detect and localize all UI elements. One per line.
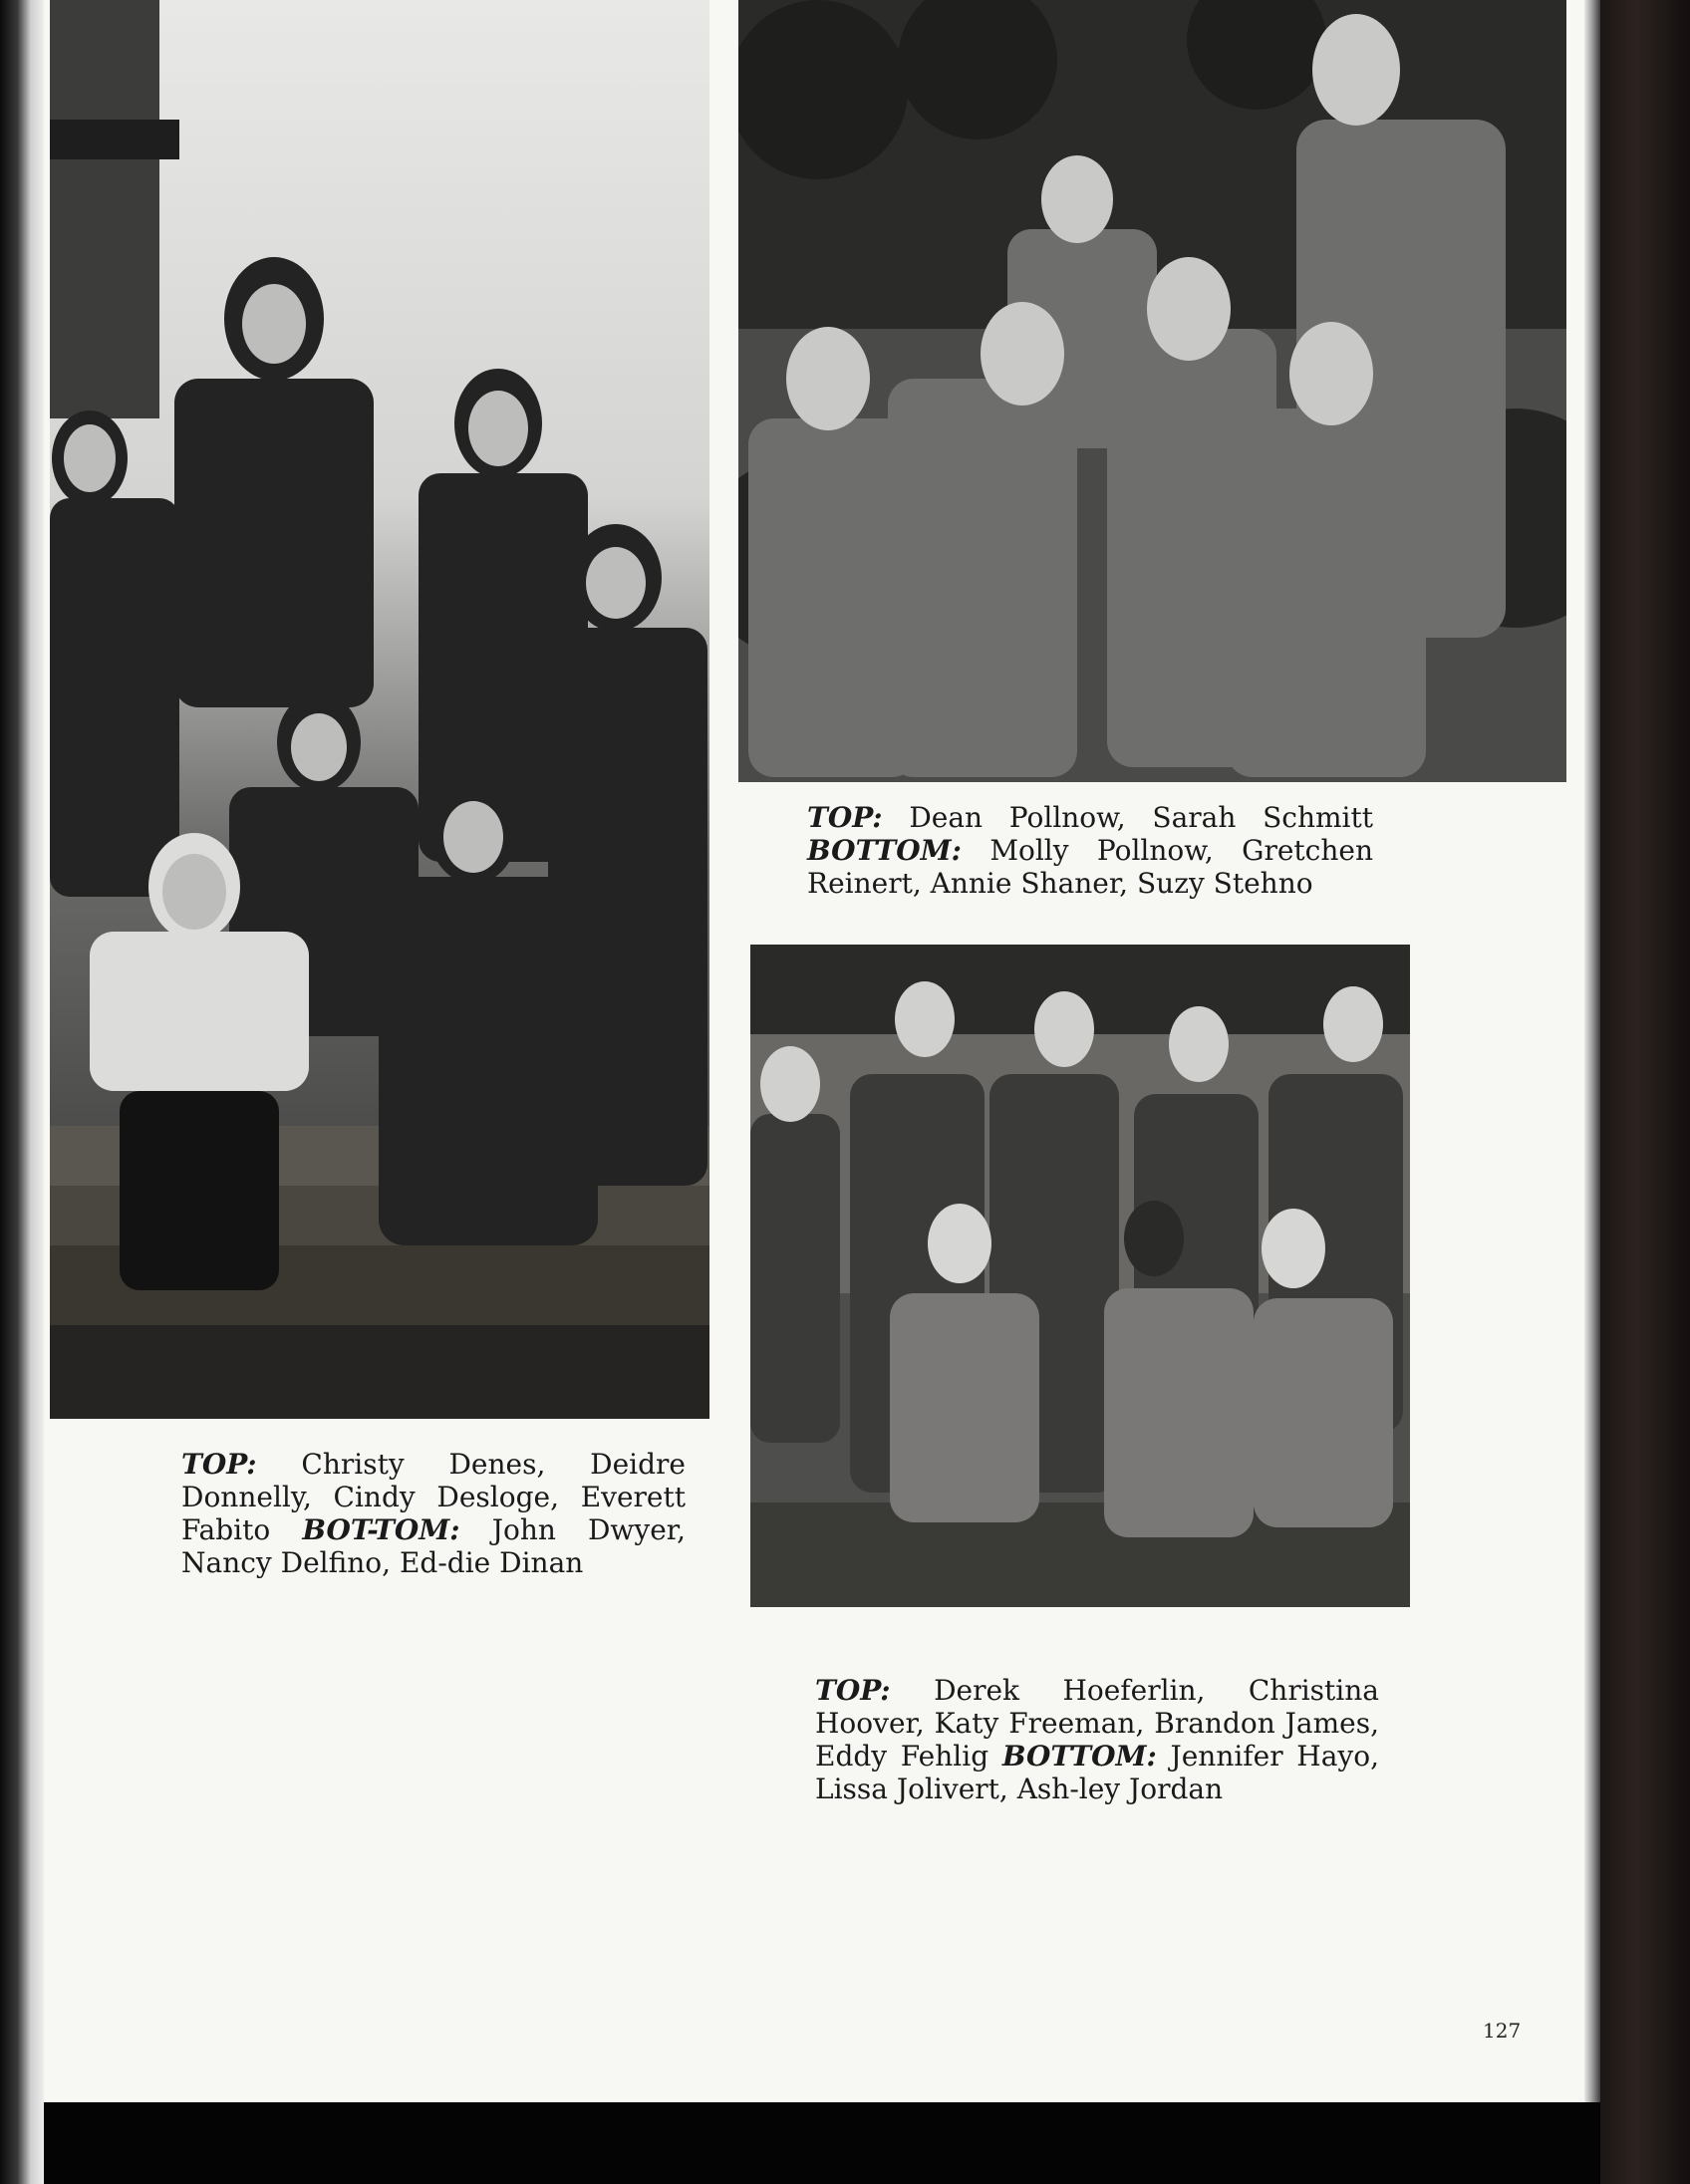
book-cover — [1600, 0, 1690, 2184]
caption-top-names: Christy Denes, Deidre Donnelly, Cindy Desloge, Everett Fabito — [181, 1448, 686, 1546]
caption-top-label: TOP: — [807, 801, 883, 834]
caption-bottom-label: BOT-TOM: — [302, 1513, 460, 1546]
photo-left — [50, 0, 709, 1419]
caption-bottom-names: Jennifer Hayo, Lissa Jolivert, Ash-ley Jordan — [815, 1740, 1379, 1805]
photo-top-right — [738, 0, 1566, 782]
caption-top-names: Derek Hoeferlin, Christina Hoover, Katy Freeman, Brandon James, Eddy Fehlig — [815, 1674, 1379, 1773]
group-photo-icon — [738, 0, 1566, 782]
caption-bottom-names: John Dwyer, Nancy Delfino, Ed-die Dinan — [181, 1513, 686, 1579]
page-edge — [1584, 0, 1600, 2102]
caption-top-names: Dean Pollnow, Sarah Schmitt — [909, 801, 1374, 834]
caption-top-label: TOP: — [181, 1448, 257, 1481]
caption-top-label: TOP: — [815, 1674, 891, 1707]
caption-bottom-names: Molly Pollnow, Gretchen Reinert, Annie Shaner, Suzy Stehno — [807, 834, 1374, 900]
group-photo-icon — [50, 0, 709, 1419]
page-number: 127 — [1483, 2019, 1522, 2043]
caption-bottom-label: BOTTOM: — [807, 834, 962, 867]
book-bottom-edge — [44, 2102, 1600, 2184]
group-photo-icon — [750, 945, 1410, 1607]
caption-left — [181, 1448, 686, 1579]
book-gutter-edge — [0, 0, 44, 2184]
photo-bottom-right — [750, 945, 1410, 1607]
caption-bottom-right — [815, 1674, 1379, 1805]
caption-top-right — [807, 801, 1373, 900]
caption-bottom-label: BOTTOM: — [1001, 1740, 1157, 1773]
